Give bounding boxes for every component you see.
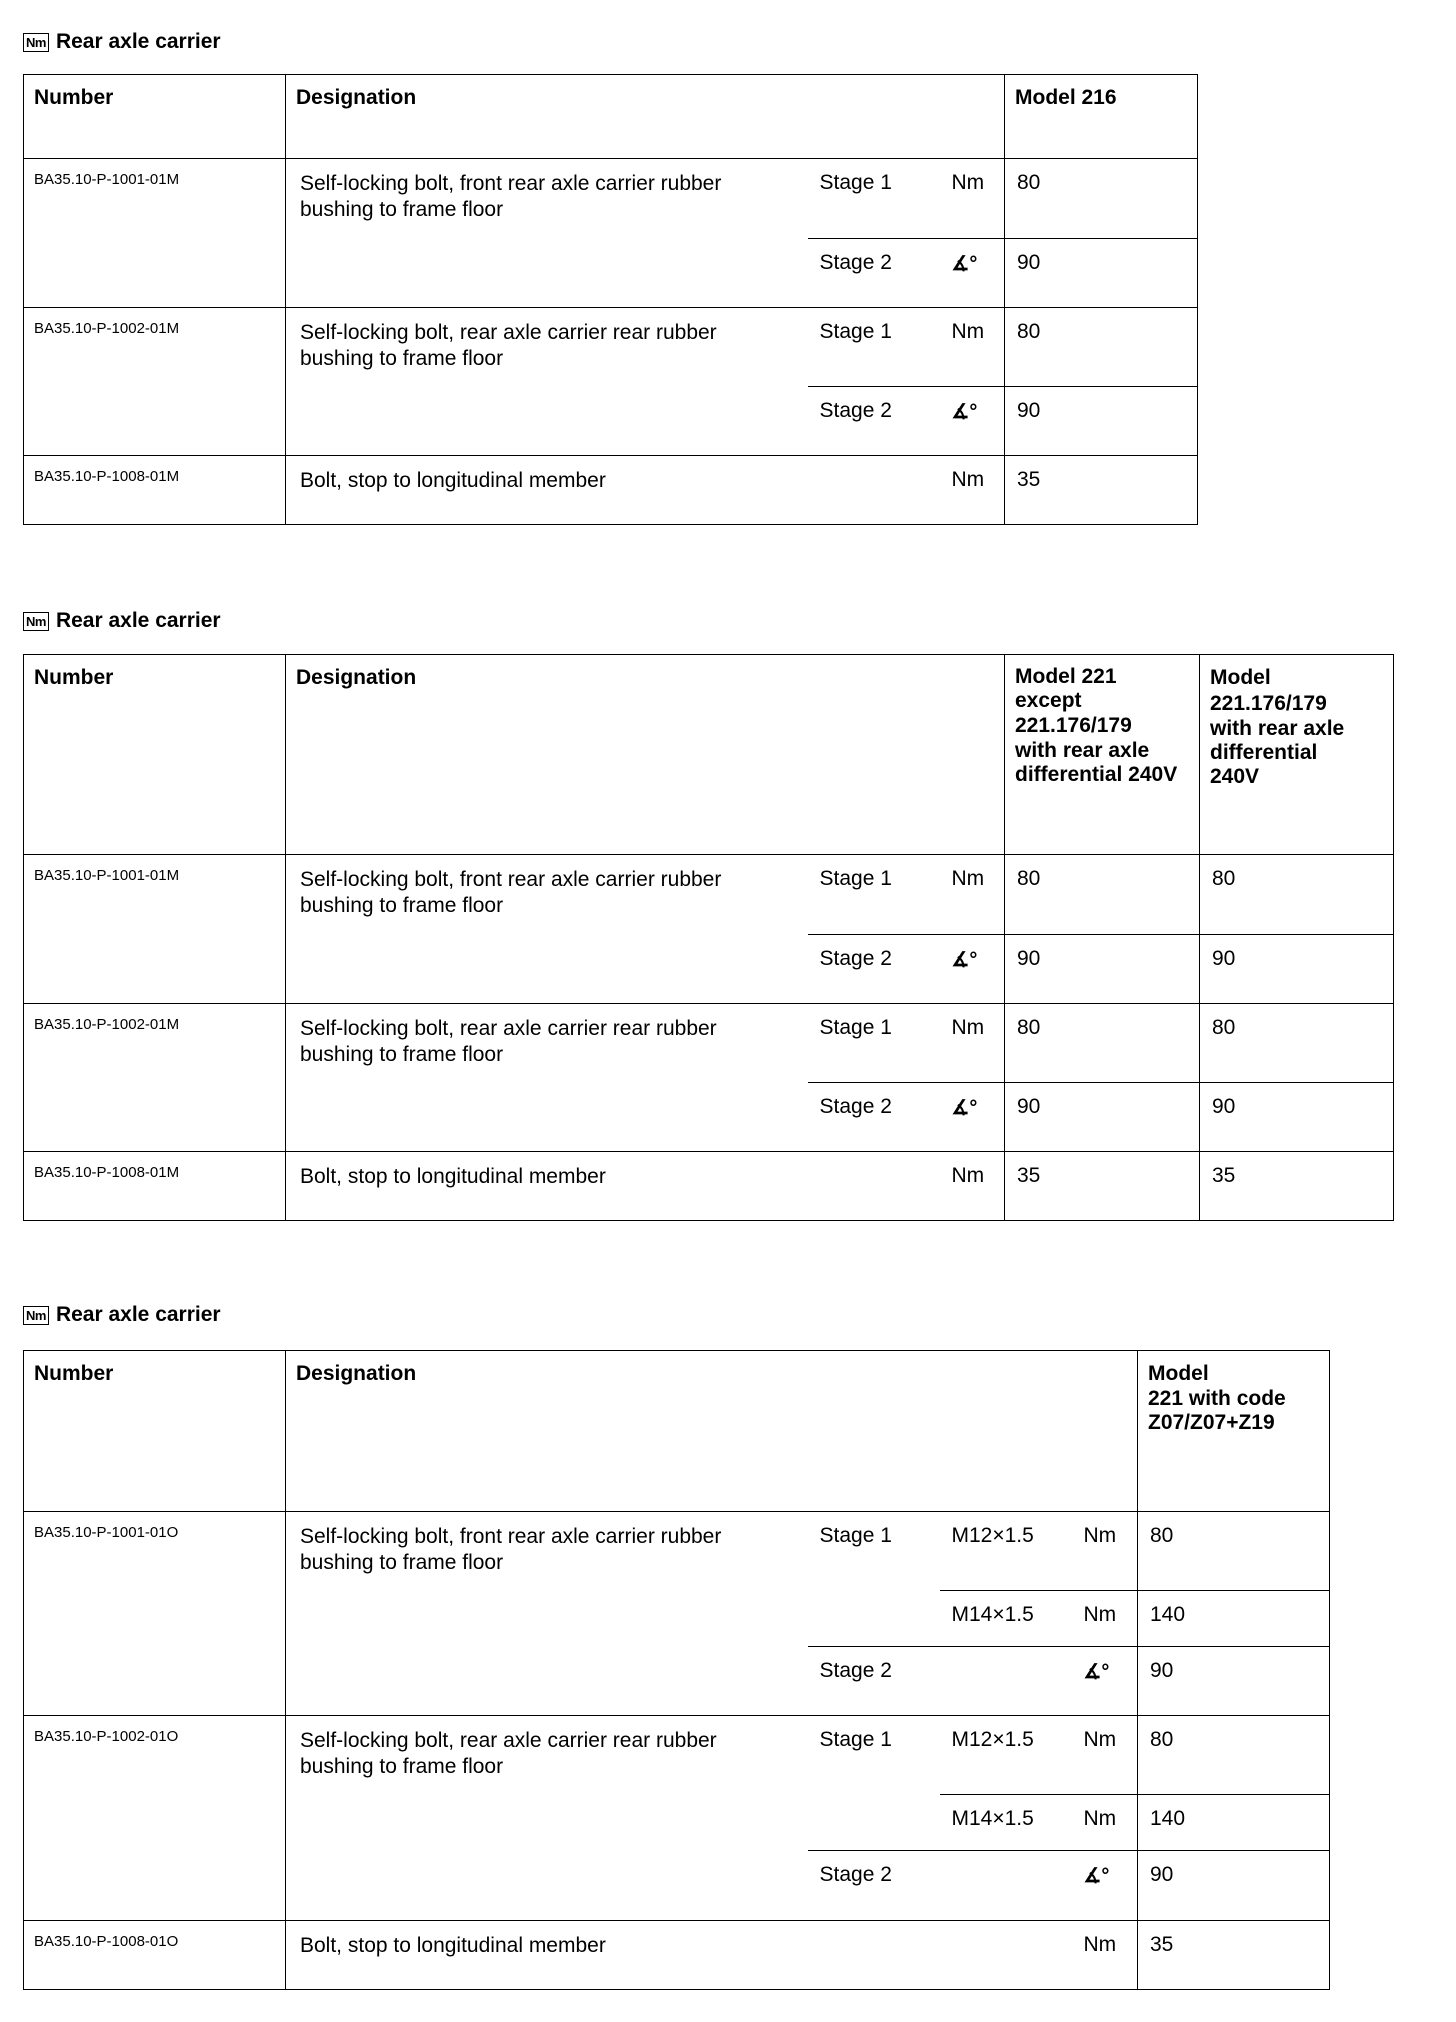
- part-number: BA35.10-P-1001-01M: [24, 855, 286, 1004]
- header-designation: Designation: [286, 1351, 1138, 1512]
- stage-label: Stage 2: [808, 935, 940, 1004]
- unit-nm: Nm: [940, 1004, 1005, 1083]
- designation: Self-locking bolt, front rear axle carrier rubber bushing to frame floor: [286, 855, 808, 1004]
- section-title-text: Rear axle carrier: [55, 1303, 221, 1326]
- angle-icon: ∡°: [1072, 1851, 1138, 1921]
- stage-label: Stage 2: [808, 387, 940, 456]
- torque-value: 140: [1138, 1795, 1330, 1851]
- header-model: Model 221 with code Z07/Z07+Z19: [1138, 1351, 1330, 1512]
- stage-label: Stage 1: [808, 1716, 940, 1795]
- part-number: BA35.10-P-1002-01M: [24, 1004, 286, 1152]
- torque-table: [23, 654, 1394, 1221]
- unit-nm: Nm: [1083, 1524, 1117, 1547]
- angle-value: 90: [1005, 239, 1198, 308]
- unit-nm: Nm: [1072, 1795, 1138, 1851]
- unit-nm: Nm: [951, 171, 985, 194]
- header-designation: Designation: [286, 655, 1005, 855]
- torque-table: [23, 74, 1198, 525]
- stage-label: Stage 1: [819, 867, 892, 890]
- unit-nm: Nm: [940, 308, 1005, 387]
- stage-label: Stage 1: [819, 171, 892, 194]
- header-number: Number: [24, 75, 286, 159]
- stage-label: Stage 2: [808, 1851, 940, 1921]
- stage-label: Stage 1: [808, 1004, 940, 1083]
- part-number: BA35.10-P-1001-01O: [24, 1512, 286, 1716]
- header-model: Model 221.176/179 with rear axle differential 240V: [1200, 655, 1394, 855]
- part-number: BA35.10-P-1008-01M: [24, 1152, 286, 1221]
- angle-value: 90: [1200, 1083, 1394, 1152]
- angle-icon: ∡°: [940, 387, 1005, 456]
- torque-value: 80: [1005, 159, 1198, 239]
- thread-size: M12×1.5: [940, 1716, 1072, 1795]
- unit-nm: Nm: [1072, 1716, 1138, 1795]
- designation: Self-locking bolt, rear axle carrier rear rubber bushing to frame floor: [286, 1004, 808, 1152]
- angle-icon: ∡°: [940, 1083, 1005, 1152]
- angle-value: 90: [1138, 1851, 1330, 1921]
- designation: Bolt, stop to longitudinal member: [286, 1152, 808, 1221]
- stage-label: Stage 1: [819, 1524, 892, 1547]
- angle-value: 90: [1005, 935, 1200, 1004]
- angle-icon: ∡°: [1072, 1647, 1138, 1716]
- torque-value: 80: [1138, 1716, 1330, 1795]
- unit-nm: Nm: [1072, 1921, 1138, 1990]
- stage-label: Stage 1: [808, 308, 940, 387]
- part-number: BA35.10-P-1002-01O: [24, 1716, 286, 1921]
- torque-nm-icon: Nm: [23, 612, 49, 631]
- header-model: Model 216: [1005, 75, 1198, 159]
- stage-label: Stage 2: [808, 1083, 940, 1152]
- torque-value: 140: [1138, 1591, 1330, 1647]
- unit-nm: Nm: [940, 456, 1005, 525]
- header-number: Number: [24, 655, 286, 855]
- stage-label: Stage 2: [808, 239, 940, 308]
- section-title-text: Rear axle carrier: [55, 30, 221, 53]
- torque-value: 80: [1005, 855, 1200, 935]
- designation: Self-locking bolt, front rear axle carrier rubber bushing to frame floor: [286, 1512, 808, 1716]
- torque-value: 80: [1005, 1004, 1200, 1083]
- designation: Bolt, stop to longitudinal member: [286, 1921, 808, 1990]
- designation: Self-locking bolt, front rear axle carrier rubber bushing to frame floor: [286, 159, 808, 308]
- header-number: Number: [24, 1351, 286, 1512]
- angle-value: 90: [1005, 1083, 1200, 1152]
- torque-value: 80: [1005, 308, 1198, 387]
- unit-nm: Nm: [1072, 1591, 1138, 1647]
- section-title-text: Rear axle carrier: [55, 609, 221, 632]
- thread-size: M14×1.5: [940, 1591, 1072, 1647]
- part-number: BA35.10-P-1001-01M: [24, 159, 286, 308]
- designation: Self-locking bolt, rear axle carrier rear rubber bushing to frame floor: [286, 308, 808, 456]
- section-title: [23, 609, 221, 633]
- torque-value: 35: [1005, 1152, 1200, 1221]
- section-title: [23, 30, 221, 54]
- unit-nm: Nm: [940, 1152, 1005, 1221]
- thread-size: M12×1.5: [951, 1524, 1034, 1547]
- torque-value: 80: [1200, 855, 1394, 935]
- torque-table: [23, 1350, 1330, 1990]
- torque-value: 80: [1138, 1512, 1330, 1591]
- torque-value: 35: [1138, 1921, 1330, 1990]
- part-number: BA35.10-P-1008-01M: [24, 456, 286, 525]
- torque-value: 80: [1200, 1004, 1394, 1083]
- designation: Self-locking bolt, rear axle carrier rear rubber bushing to frame floor: [286, 1716, 808, 1921]
- section-title: [23, 1303, 221, 1327]
- unit-nm: Nm: [951, 867, 985, 890]
- part-number: BA35.10-P-1008-01O: [24, 1921, 286, 1990]
- torque-value: 35: [1005, 456, 1198, 525]
- thread-size: M14×1.5: [940, 1795, 1072, 1851]
- angle-icon: ∡°: [940, 935, 1005, 1004]
- angle-value: 90: [1138, 1647, 1330, 1716]
- stage-label: Stage 2: [808, 1647, 940, 1716]
- angle-icon: ∡°: [940, 239, 1005, 308]
- header-designation: Designation: [286, 75, 1005, 159]
- header-model: Model 221 except 221.176/179 with rear axle differential 240V: [1005, 655, 1200, 855]
- angle-value: 90: [1200, 935, 1394, 1004]
- angle-value: 90: [1005, 387, 1198, 456]
- torque-value: 35: [1200, 1152, 1394, 1221]
- torque-nm-icon: Nm: [23, 33, 49, 52]
- part-number: BA35.10-P-1002-01M: [24, 308, 286, 456]
- designation: Bolt, stop to longitudinal member: [286, 456, 808, 525]
- torque-nm-icon: Nm: [23, 1306, 49, 1325]
